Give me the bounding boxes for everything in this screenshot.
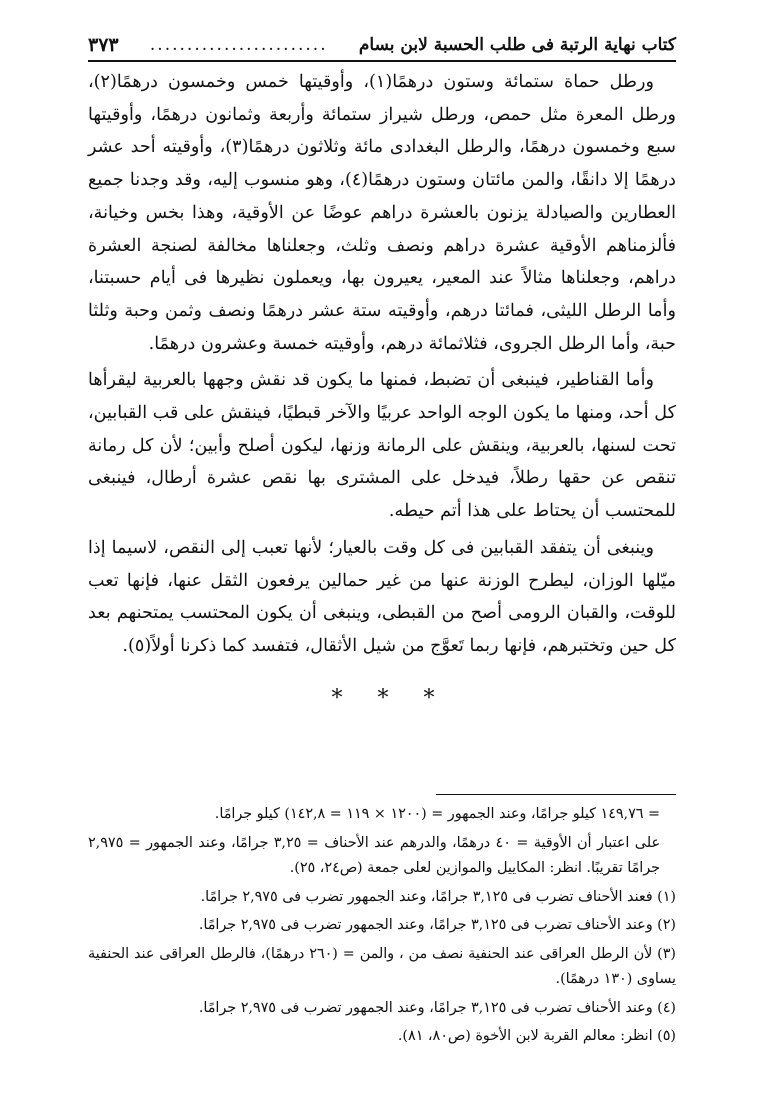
footnote-continuation-line: = ١٤٩,٧٦ كيلو جرامًا، وعند الجمهور = (١٢٠٠ × ١١٩ = ١٤٢,٨) كيلو جرامًا. xyxy=(214,806,660,822)
paragraph-weights: ورطل حماة ستمائة وستون درهمًا(١)، وأوقيتها خمس وخمسون درهمًا(٢)، ورطل المعرة مثل حمص، ورطل شيراز ستمائة وأربعة وثمانون درهمًا، وأوقيتها سبع وخمسون درهمًا، والرطل البغدادى مائة وثلاثون درهمًا(٣)، وأوقيته أحد عشر درهمًا إلا دانقًا، والمن مائتان وستون درهمًا(٤)، وهو منسوب إليه، وقد وجدنا جميع العطارين والصيادلة يزنون بالعشرة دراهم عوضًا عن الأوقية، وهذا بخس وخيانة، فألزمناهم الأوقية عشرة دراهم ونصف وثلث، وجعلناها مخالفة لصنجة العشرة دراهم، وجعلناها مثالاً عند المعير، يعيرون بها، ويعملون نظيرها فى أيام حسبتنا، وأما الرطل الليثى، فمائتا درهم، وأوقيته ستة عشر درهمًا ونصف وثمن وحبة وثلثا حبة، وأما الرطل الجروى، فثلاثمائة درهم، وأوقيته خمسة وعشرون درهمًا. xyxy=(88,72,676,354)
running-header xyxy=(88,30,676,62)
footnote-1: (١) فعند الأحناف تضرب فى ٣,١٢٥ جرامًا، وعند الجمهور تضرب فى ٢,٩٧٥ جرامًا. xyxy=(200,888,676,905)
footnote-divider xyxy=(436,794,676,795)
paragraph-qabbanin: وينبغى أن يتفقد القبابين فى كل وقت بالعيار؛ لأنها تعبب إلى النقص، لاسيما إذا ميّلها الوزان، ليطرح الوزنة عنها من غير حمالين يرفعون الثقل عنها، فإنها تعب للوقت، والقبان الرومى أصح من القبطى، وينبغى أن يكون المحتسب يمتحنهم بعد كل حين وتختبرهم، فإنها ربما تَعوَّج من شيل الأثقال، فتفسد كما ذكرنا أولاً(٥). xyxy=(88,537,676,656)
footnote-5: (٥) انظر: معالم القربة لابن الأخوة (ص٨٠، ٨١). xyxy=(397,1028,676,1044)
paragraph-qanatir: وأما القناطير، فينبغى أن تضبط، فمنها ما يكون قد نقش وجهها بالعربية ليقرأها كل أحد، ومنها ما يكون الوجه الواحد عربيًا والآخر قبطيًا، فينقش على قب القبابين، تحت لسنها، بالعربية، وينقش على الرمانة وزنها، ليكون أصلح وأبين؛ لأن كل رمانة تنقص عن حقها رطلاً، فيدخل على المشترى بها نقص عشرة أرطال، فينبغى للمحتسب أن يحتاط على هذا أتم حيطه. xyxy=(88,370,676,522)
footnotes xyxy=(88,802,676,1053)
main-text xyxy=(88,66,676,667)
page-number: ٣٧٣ xyxy=(88,34,119,56)
section-separator: * * * xyxy=(331,686,449,711)
header-leader-dots: ........................ xyxy=(149,35,328,55)
footnote-4: (٤) وعند الأحناف تضرب فى ٣,١٢٥ جرامًا، وعند الجمهور تضرب فى ٢,٩٧٥ جرامًا. xyxy=(198,999,676,1016)
book-title: كتاب نهاية الرتبة فى طلب الحسبة لابن بسام xyxy=(358,35,676,55)
footnote-3: (٣) لأن الرطل العراقى عند الحنفية نصف من ، والمن = (٢٦٠ درهمًا)، فالرطل العراقى عند الحنفية يساوى (١٣٠ درهمًا). xyxy=(88,945,676,987)
footnote-continuation-line: على اعتبار أن الأوقية = ٤٠ درهمًا، والدرهم عند الأحناف = ٣,٢٥ جرامًا، وعند الجمهور = ٢,٩٧٥ جرامًا تقريبًا. انظر: المكاييل والموازين لعلى جمعة (ص٢٤، ٢٥). xyxy=(88,834,660,876)
footnote-2: (٢) وعند الأحناف تضرب فى ٣,١٢٥ جرامًا، وعند الجمهور تضرب فى ٢,٩٧٥ جرامًا. xyxy=(198,917,676,933)
